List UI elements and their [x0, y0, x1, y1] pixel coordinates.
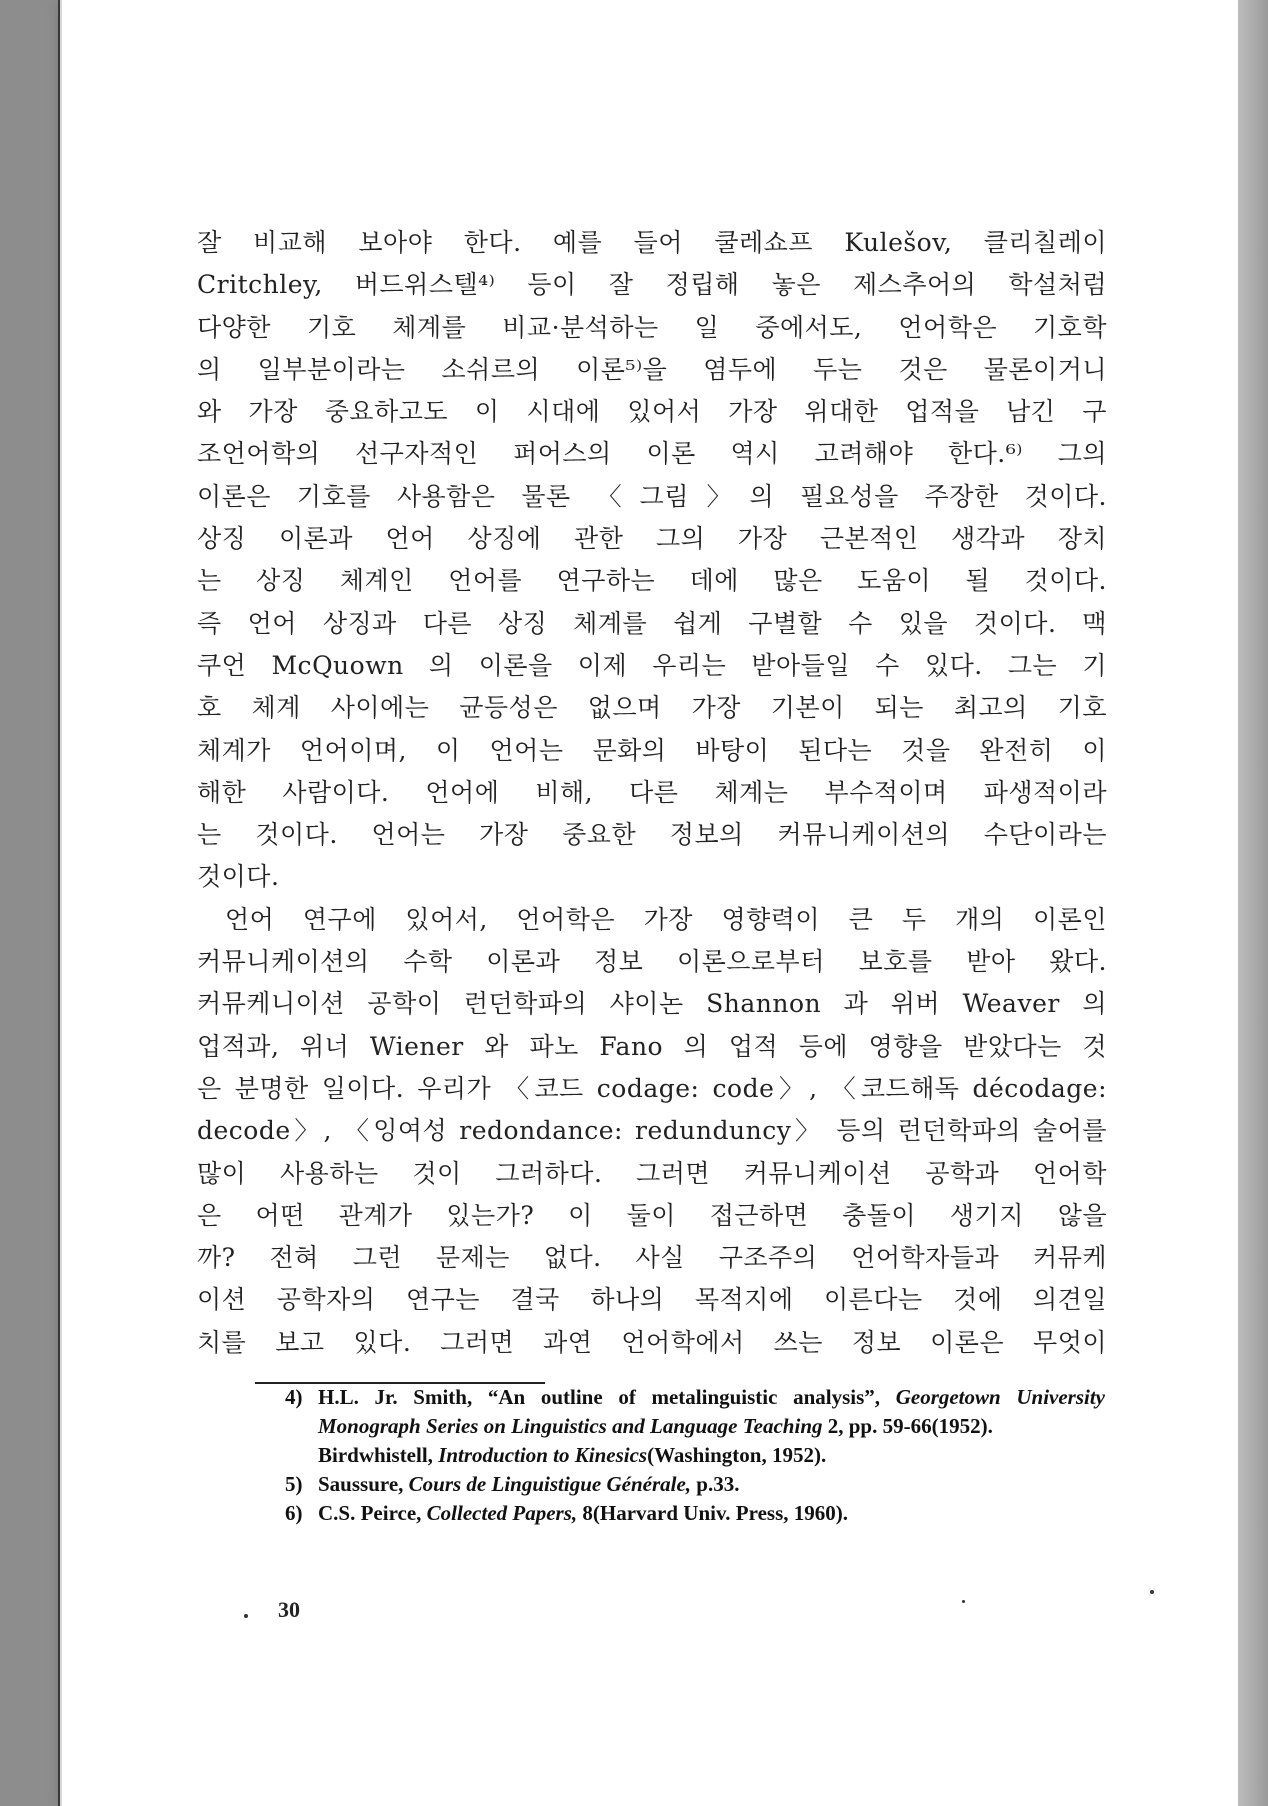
footnote-tail: 8(Harvard Univ. Press, 1960).: [582, 1501, 848, 1525]
body-line: 즉 언어 상징과 다른 상징 체계를 쉽게 구별할 수 있을 것이다. 맥: [197, 608, 1107, 638]
footnote-title: Cours de Linguistigue Générale,: [408, 1472, 692, 1496]
body-line: 많이 사용하는 것이 그러하다. 그러면 커뮤니케이션 공학과 언어학: [197, 1158, 1107, 1188]
body-line: 잘 비교해 보아야 한다. 예를 들어 쿨레쇼프 Kulešov, 클리칠레이: [197, 228, 1107, 257]
body-line: 는 것이다. 언어는 가장 중요한 정보의 커뮤니케이션의 수단이라는: [197, 820, 1107, 850]
footnotes: [285, 1383, 1105, 1528]
body-line: Critchley, 버드위스텔⁴⁾ 등이 잘 정립해 놓은 제스추어의 학설처럼: [197, 270, 1107, 300]
body-line: decode〉, 〈잉여성 redondance: redunduncy〉 등의 런던학파의 술어를: [197, 1116, 1107, 1146]
footnote-number: 5): [285, 1472, 303, 1496]
body-line: 는 상징 체계인 언어를 연구하는 데에 많은 도움이 될 것이다.: [197, 566, 1107, 596]
body-line: 커뮤니케이션의 수학 이론과 정보 이론으로부터 보호를 받아 왔다.: [197, 947, 1107, 977]
footnote-tail: 2, pp. 59-66(1952).: [827, 1414, 993, 1438]
paragraph-first-line: 언어 연구에 있어서, 언어학은 가장 영향력이 큰 두 개의 이론인: [225, 904, 1107, 934]
print-speck: [244, 1614, 248, 1618]
body-text: [197, 222, 1107, 1364]
footnote-extra-tail: (Washington, 1952).: [647, 1443, 827, 1467]
print-speck: [1150, 1590, 1154, 1594]
body-line: 은 분명한 일이다. 우리가 〈코드 codage: code〉, 〈코드해독 décodage:: [197, 1073, 1107, 1103]
footnote-lead: C.S. Peirce,: [318, 1501, 422, 1525]
body-line: 다양한 기호 체계를 비교·분석하는 일 중에서도, 언어학은 기호학: [197, 312, 1107, 342]
right-margin-shadow: [1238, 0, 1268, 1806]
footnote-lead: H.L. Jr. Smith, “An outline of metalinguistic analysis”,: [318, 1385, 881, 1409]
footnote-6: [285, 1499, 1105, 1528]
body-line: 이론은 기호를 사용함은 물론 〈그림〉의 필요성을 주장한 것이다.: [197, 481, 1107, 511]
footnote-extra-author: Birdwhistell,: [318, 1443, 433, 1467]
body-line: 쿠언 McQuown 의 이론을 이제 우리는 받아들일 수 있다. 그는 기: [197, 650, 1107, 680]
footnote-4: [285, 1383, 1105, 1441]
footnote-title: Collected Papers,: [426, 1501, 578, 1525]
body-line: 호 체계 사이에는 균등성은 없으며 가장 기본이 되는 최고의 기호: [197, 693, 1107, 723]
body-line: 이션 공학자의 연구는 결국 하나의 목적지에 이른다는 것에 의견일: [197, 1285, 1107, 1315]
body-line: 해한 사람이다. 언어에 비해, 다른 체계는 부수적이며 파생적이라: [197, 777, 1107, 807]
footnote-tail: p.33.: [696, 1472, 740, 1496]
footnote-number: 4): [285, 1385, 303, 1409]
page-number: 30: [278, 1597, 300, 1622]
body-line: 의 일부분이라는 소쉬르의 이론⁵⁾을 염두에 두는 것은 물론이거니: [197, 354, 1107, 384]
print-speck: [962, 1600, 965, 1603]
body-line: 커뮤케니이션 공학이 런던학파의 샤이논 Shannon 과 위버 Weaver 의: [197, 989, 1107, 1019]
body-line: 조언어학의 선구자적인 퍼어스의 이론 역시 고려해야 한다.⁶⁾ 그의: [197, 439, 1107, 469]
body-line: 와 가장 중요하고도 이 시대에 있어서 가장 위대한 업적을 남긴 구: [197, 397, 1107, 427]
body-line: 치를 보고 있다. 그러면 과연 언어학에서 쓰는 정보 이론은 무엇이: [197, 1327, 1107, 1357]
body-line: 까? 전혀 그런 문제는 없다. 사실 구조주의 언어학자들과 커뮤케: [197, 1243, 1107, 1273]
footnote-4-continued: [285, 1441, 1105, 1470]
body-line: 체계가 언어이며, 이 언어는 문화의 바탕이 된다는 것을 완전히 이: [197, 735, 1107, 765]
footnote-extra-title: Introduction to Kinesics: [438, 1443, 648, 1467]
footnote-5: [285, 1470, 1105, 1499]
body-line: 상징 이론과 언어 상징에 관한 그의 가장 근본적인 생각과 장치: [197, 524, 1107, 554]
body-line: 은 어떤 관계가 있는가? 이 둘이 접근하면 충돌이 생기지 않을: [197, 1200, 1107, 1230]
body-line: 것이다.: [197, 862, 280, 892]
footnote-title: Georgetown University Monograph Series on Linguistics and Language Teaching: [318, 1385, 1106, 1438]
footnote-lead: Saussure,: [318, 1472, 404, 1496]
footnote-number: 6): [285, 1501, 303, 1525]
body-line: 업적과, 위너 Wiener 와 파노 Fano 의 업적 등에 영향을 받았다는 것: [197, 1031, 1107, 1061]
